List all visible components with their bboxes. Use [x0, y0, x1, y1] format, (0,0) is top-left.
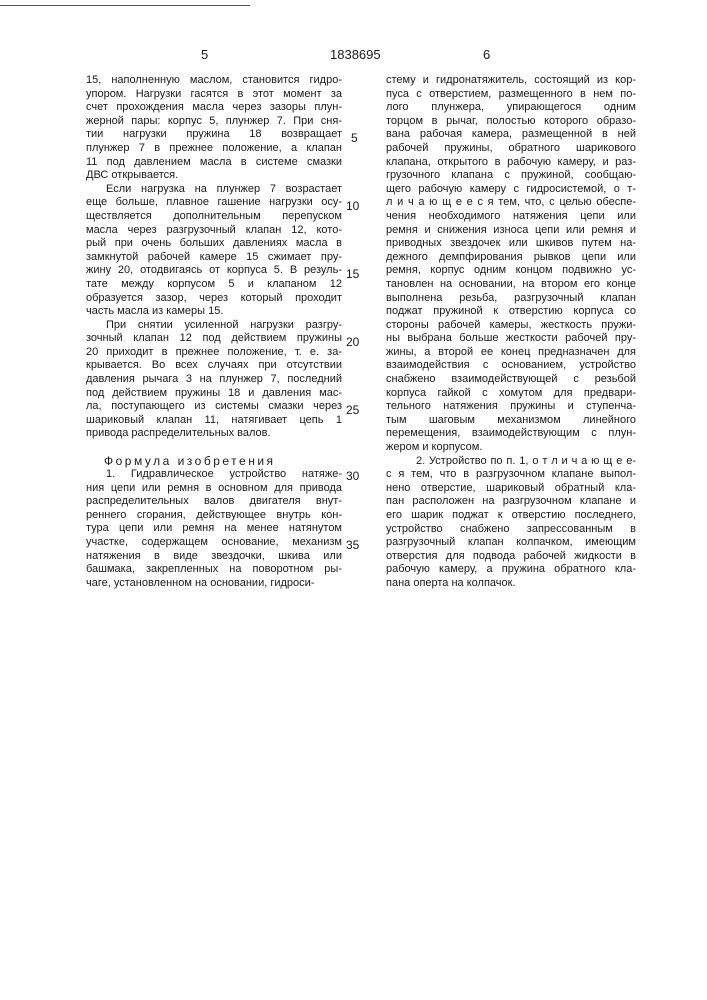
text-line: ремня и снижения износа цепи или ремня и [386, 224, 636, 238]
text-line: перемещения, взаимодействующим с плун- [386, 427, 636, 441]
right-column-text [386, 74, 636, 591]
text-line: 15, наполненную маслом, становится гидро- [86, 74, 342, 88]
text-line: натяжения в виде звездочки, шкива или [86, 550, 342, 564]
claims-heading: Формула изобретения [104, 454, 276, 468]
text-line: стему и гидронатяжитель, состоящий из кор- [386, 74, 636, 88]
text-line: жером и корпусом. [386, 441, 636, 455]
text-line: Если нагрузка на плунжер 7 возрастает [86, 183, 342, 197]
line-number-marker: 25 [346, 403, 359, 417]
text-line: рабочей пружины, обратного шарикового [386, 142, 636, 156]
text-line: жины, а второй ее конец предназначен для [386, 346, 636, 360]
text-line: приводных звездочек или шкивов путем на- [386, 237, 636, 251]
text-line: пан расположен на разгрузочном клапане и [386, 495, 636, 509]
text-line: рый при очень больших давлениях масла в [86, 237, 342, 251]
text-line: стороны рабочей камеры, жесткость пружи- [386, 319, 636, 333]
text-line: тии нагрузки пружина 18 возвращает [86, 128, 342, 142]
line-number-marker: 10 [346, 199, 359, 213]
text-line: его шарик поджат к отверстию последнего, [386, 509, 636, 523]
text-line: разгрузочный клапан колпачком, имеющим [386, 536, 636, 550]
text-line: с я тем, что в разгрузочном клапане выпол- [386, 468, 636, 482]
text-line: грузочного клапана с пружиной, сообщаю- [386, 169, 636, 183]
text-line: давления рычага 3 на плунжер 7, последний [86, 373, 342, 387]
text-line: тате между корпусом 5 и клапаном 12 [86, 278, 342, 292]
text-line: образуется зазор, через который проходит [86, 292, 342, 306]
text-line: 1. Гидравлическое устройство натяже- [86, 468, 342, 482]
line-number-marker: 5 [351, 131, 358, 145]
text-line: тановлен на основании, на втором его конце [386, 278, 636, 292]
text-line: ремня, корпус одним концом подвижно ус- [386, 264, 636, 278]
text-line: При снятии усиленной нагрузки разгру- [86, 319, 342, 333]
line-number-marker: 30 [346, 469, 359, 483]
text-line: 20 приходит в прежнее положение, т. е. за- [86, 346, 342, 360]
text-line: тельного натяжения пружины и ступенча- [386, 400, 636, 414]
text-line: ны выбрана больше жесткости рабочей пру- [386, 332, 636, 346]
text-line: чения необходимого натяжения цепи или [386, 210, 636, 224]
text-line: тым шаговым механизмом линейного [386, 414, 636, 428]
text-line: снабжено взаимодействующей с резьбой [386, 373, 636, 387]
line-number-marker: 15 [346, 267, 359, 281]
text-line: л и ч а ю щ е е с я тем, что, с целью обеспе- [386, 196, 636, 210]
text-line: привода распределительных валов. [86, 427, 342, 441]
text-line: масла через разгрузочный клапан 12, кото- [86, 224, 342, 238]
patent-number: 1838695 [330, 47, 381, 62]
text-line: торцом в рычаг, полостью которого образо- [386, 115, 636, 129]
text-line: корпуса гайкой с хомутом для предвари- [386, 387, 636, 401]
text-line: жину 20, отодвигаясь от корпуса 5. В резуль- [86, 264, 342, 278]
text-line: упором. Нагрузки гасятся в этот момент за [86, 88, 342, 102]
text-line: шариковый клапан 11, натягивает цепь 1 [86, 414, 342, 428]
text-line: пана оперта на колпачок. [386, 577, 636, 591]
scan-border-line [0, 5, 250, 6]
left-column-text [86, 74, 342, 441]
text-line: отверстия для подвода рабочей жидкости в [386, 550, 636, 564]
text-line: тура цепи или ремня на менее натянутом [86, 522, 342, 536]
text-line: жерной пары: корпус 5, плунжер 7. При сня- [86, 115, 342, 129]
text-line: чаге, установленном на основании, гидроси- [86, 577, 342, 591]
text-line: пуса с отверстием, размещенного в нем по- [386, 88, 636, 102]
text-line: крывается. Во всех случаях при отсутствии [86, 359, 342, 373]
text-line: замкнутой рабочей камере 15 сжимает пру- [86, 251, 342, 265]
text-line: лого плунжера, упирающегося одним [386, 101, 636, 115]
text-line: ществляется дополнительным перепуском [86, 210, 342, 224]
text-line: выполнена резьба, разгрузочный клапан [386, 292, 636, 306]
page-number-right: 6 [483, 47, 490, 62]
text-line: 2. Устройство по п. 1, о т л и ч а ю щ е е- [386, 455, 636, 469]
line-number-marker: 35 [346, 538, 359, 552]
text-line: ДВС открывается. [86, 169, 342, 183]
text-line: 11 под давлением масла в системе смазки [86, 156, 342, 170]
text-line: поджат пружиной к отверстию корпуса со [386, 305, 636, 319]
text-line: ла, поступающего из системы смазки через [86, 400, 342, 414]
text-line: участке, содержащем основание, механизм [86, 536, 342, 550]
text-line: реннего сгорания, действующее внутрь кон- [86, 509, 342, 523]
text-line: счет прохождения масла через зазоры плун- [86, 101, 342, 115]
text-line: нено отверстие, шариковый обратный кла- [386, 482, 636, 496]
text-line: зочный клапан 12 под действием пружины [86, 332, 342, 346]
page-number-left: 5 [201, 47, 208, 62]
text-line: еще больше, плавное гашение нагрузки осу- [86, 196, 342, 210]
text-line: устройство снабжено запрессованным в [386, 523, 636, 537]
text-line: взаимодействия с основанием, устройство [386, 359, 636, 373]
text-line: вана рабочая камера, размещенной в ней [386, 128, 636, 142]
text-line: распределительных валов двигателя внут- [86, 495, 342, 509]
text-line: клапана, открытого в рабочую камеру, и раз- [386, 156, 636, 170]
text-line: башмака, закрепленных на поворотном ры- [86, 563, 342, 577]
text-line: ния цепи или ремня в основном для привода [86, 482, 342, 496]
text-line: плунжер 7 в прежнее положение, а клапан [86, 142, 342, 156]
claim-1-text [86, 468, 342, 590]
text-line: под действием пружины 18 и давления мас- [86, 387, 342, 401]
text-line: часть масла из камеры 15. [86, 305, 342, 319]
line-number-marker: 20 [346, 335, 359, 349]
text-line: дежного демпфирования рывков цепи или [386, 251, 636, 265]
text-line: рабочую камеру, а пружина обратного кла- [386, 563, 636, 577]
text-line: щего рабочую камеру с гидросистемой, о т- [386, 183, 636, 197]
